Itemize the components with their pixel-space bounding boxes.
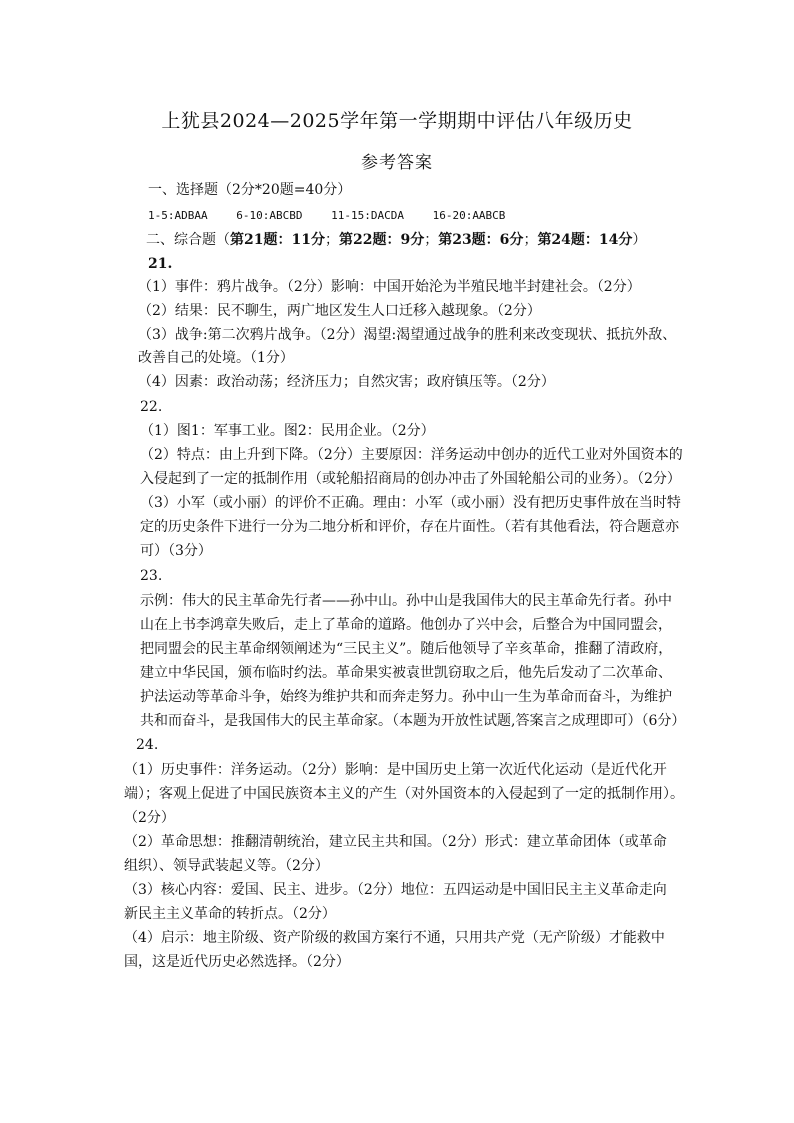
q23-line: 示例：伟大的民主革命先行者——孙中山。孙中山是我国伟大的民主革命先行者。孙中: [140, 593, 672, 609]
q24-line: 国，这是近代历史必然选择。（2分）: [124, 954, 350, 970]
q22-line: （2）特点：由上升到下降。（2分）主要原因：洋务运动中创办的近代工业对外国资本的: [140, 447, 683, 463]
q23-line: 山在上书李鸿章失败后，走上了革命的道路。他创办了兴中会，后整合为中国同盟会，: [140, 617, 672, 633]
q22-line: 定的历史条件下进行一分为二地分析和评价，存在片面性。（若有其他看法，符合题意亦: [140, 519, 679, 535]
q22-number: 22.: [140, 399, 163, 415]
q24-line: 端）；客观上促进了中国民族资本主义的产生（对外国资本的入侵起到了一定的抵制作用）。: [124, 786, 684, 802]
section2-part-22: 第22题：9分: [338, 232, 425, 248]
separator: ；: [424, 232, 439, 248]
q24-line: （2）革命思想：推翻清朝统治，建立民主共和国。（2分）形式：建立革命团体（或革命: [124, 834, 667, 850]
q24-line: （3）核心内容：爱国、民主、进步。（2分）地位：五四运动是中国旧民主主义革命走向: [124, 882, 667, 898]
q23-line: 把同盟会的民主革命纲领阐述为“三民主义”。随后他领导了辛亥革命，推翻了清政府，: [140, 641, 673, 657]
q22-line: 入侵起到了一定的抵制作用（或轮船招商局的创办冲击了外国轮船公司的业务）。（2分）: [140, 471, 681, 487]
document-subtitle: 参考答案: [361, 153, 433, 173]
q24-line: 新民主主义革命的转折点。（2分）: [124, 906, 336, 922]
q23-line: 护法运动等革命斗争，始终为维护共和而奔走努力。孙中山一生为革命而奋斗，为维护: [140, 689, 672, 705]
section2-part-23: 第23题：6分: [438, 232, 524, 248]
q21-line: （1）事件：鸦片战争。（2分）影响：中国开始沦为半殖民地半封建社会。（2分）: [138, 279, 641, 295]
q21-line: （3）战争:第二次鸦片战争。（2分）渴望:渴望通过战争的胜利来改变现状、抵抗外敌、: [138, 327, 677, 343]
separator: ；: [324, 232, 339, 248]
q23-number: 23.: [140, 568, 163, 584]
section2-part-24: 第24题：14分: [537, 232, 633, 248]
q24-number: 24.: [136, 737, 159, 753]
q21-line: 改善自己的处境。（1分）: [138, 350, 294, 366]
separator: ；: [523, 232, 538, 248]
section2-heading-prefix: 二、综合题（: [146, 232, 230, 248]
section2-heading-suffix: ）: [632, 232, 647, 248]
choice-answers-row: [148, 206, 527, 226]
answer-group-11-15: 11-15:DACDA: [331, 209, 404, 222]
q22-line: （1）图1：军事工业。图2：民用企业。（2分）: [140, 423, 435, 439]
q21-line: （4）因素：政治动荡；经济压力；自然灾害；政府镇压等。（2分）: [138, 374, 555, 390]
section2-part-21: 第21题：11分: [230, 232, 325, 248]
q24-line: 组织）、领导武装起义等。（2分）: [124, 858, 329, 874]
q24-line: （2分）: [124, 810, 175, 826]
q22-line: 可）（3分）: [140, 543, 212, 559]
q22-line: （3）小军（或小丽）的评价不正确。理由：小军（或小丽）没有把历史事件放在当时特: [140, 495, 681, 511]
q23-line: 建立中华民国，颁布临时约法。革命果实被袁世凯窃取之后，他先后发动了二次革命、: [140, 665, 672, 681]
answer-group-1-5: 1-5:ADBAA: [148, 209, 208, 222]
q24-line: （1）历史事件：洋务运动。（2分）影响：是中国历史上第一次近代化运动（是近代化开: [124, 762, 667, 778]
section2-heading: [146, 230, 646, 250]
q21-line: （2）结果：民不聊生，两广地区发生人口迁移入越现象。（2分）: [138, 303, 541, 319]
document-title: 上犹县2024—2025学年第一学期期中评估八年级历史: [161, 110, 633, 132]
section1-heading: 一、选择题（2分*20题=40分）: [148, 182, 352, 198]
q23-line: 共和而奋斗，是我国伟大的民主革命家。（本题为开放性试题,答案言之成理即可）（6分）: [140, 713, 686, 729]
q24-line: （4）启示：地主阶级、资产阶级的救国方案行不通，只用共产党（无产阶级）才能救中: [124, 930, 665, 946]
answer-group-16-20: 16-20:AABCB: [432, 209, 506, 222]
answer-group-6-10: 6-10:ABCBD: [236, 209, 303, 222]
q21-number: 21.: [148, 256, 173, 272]
